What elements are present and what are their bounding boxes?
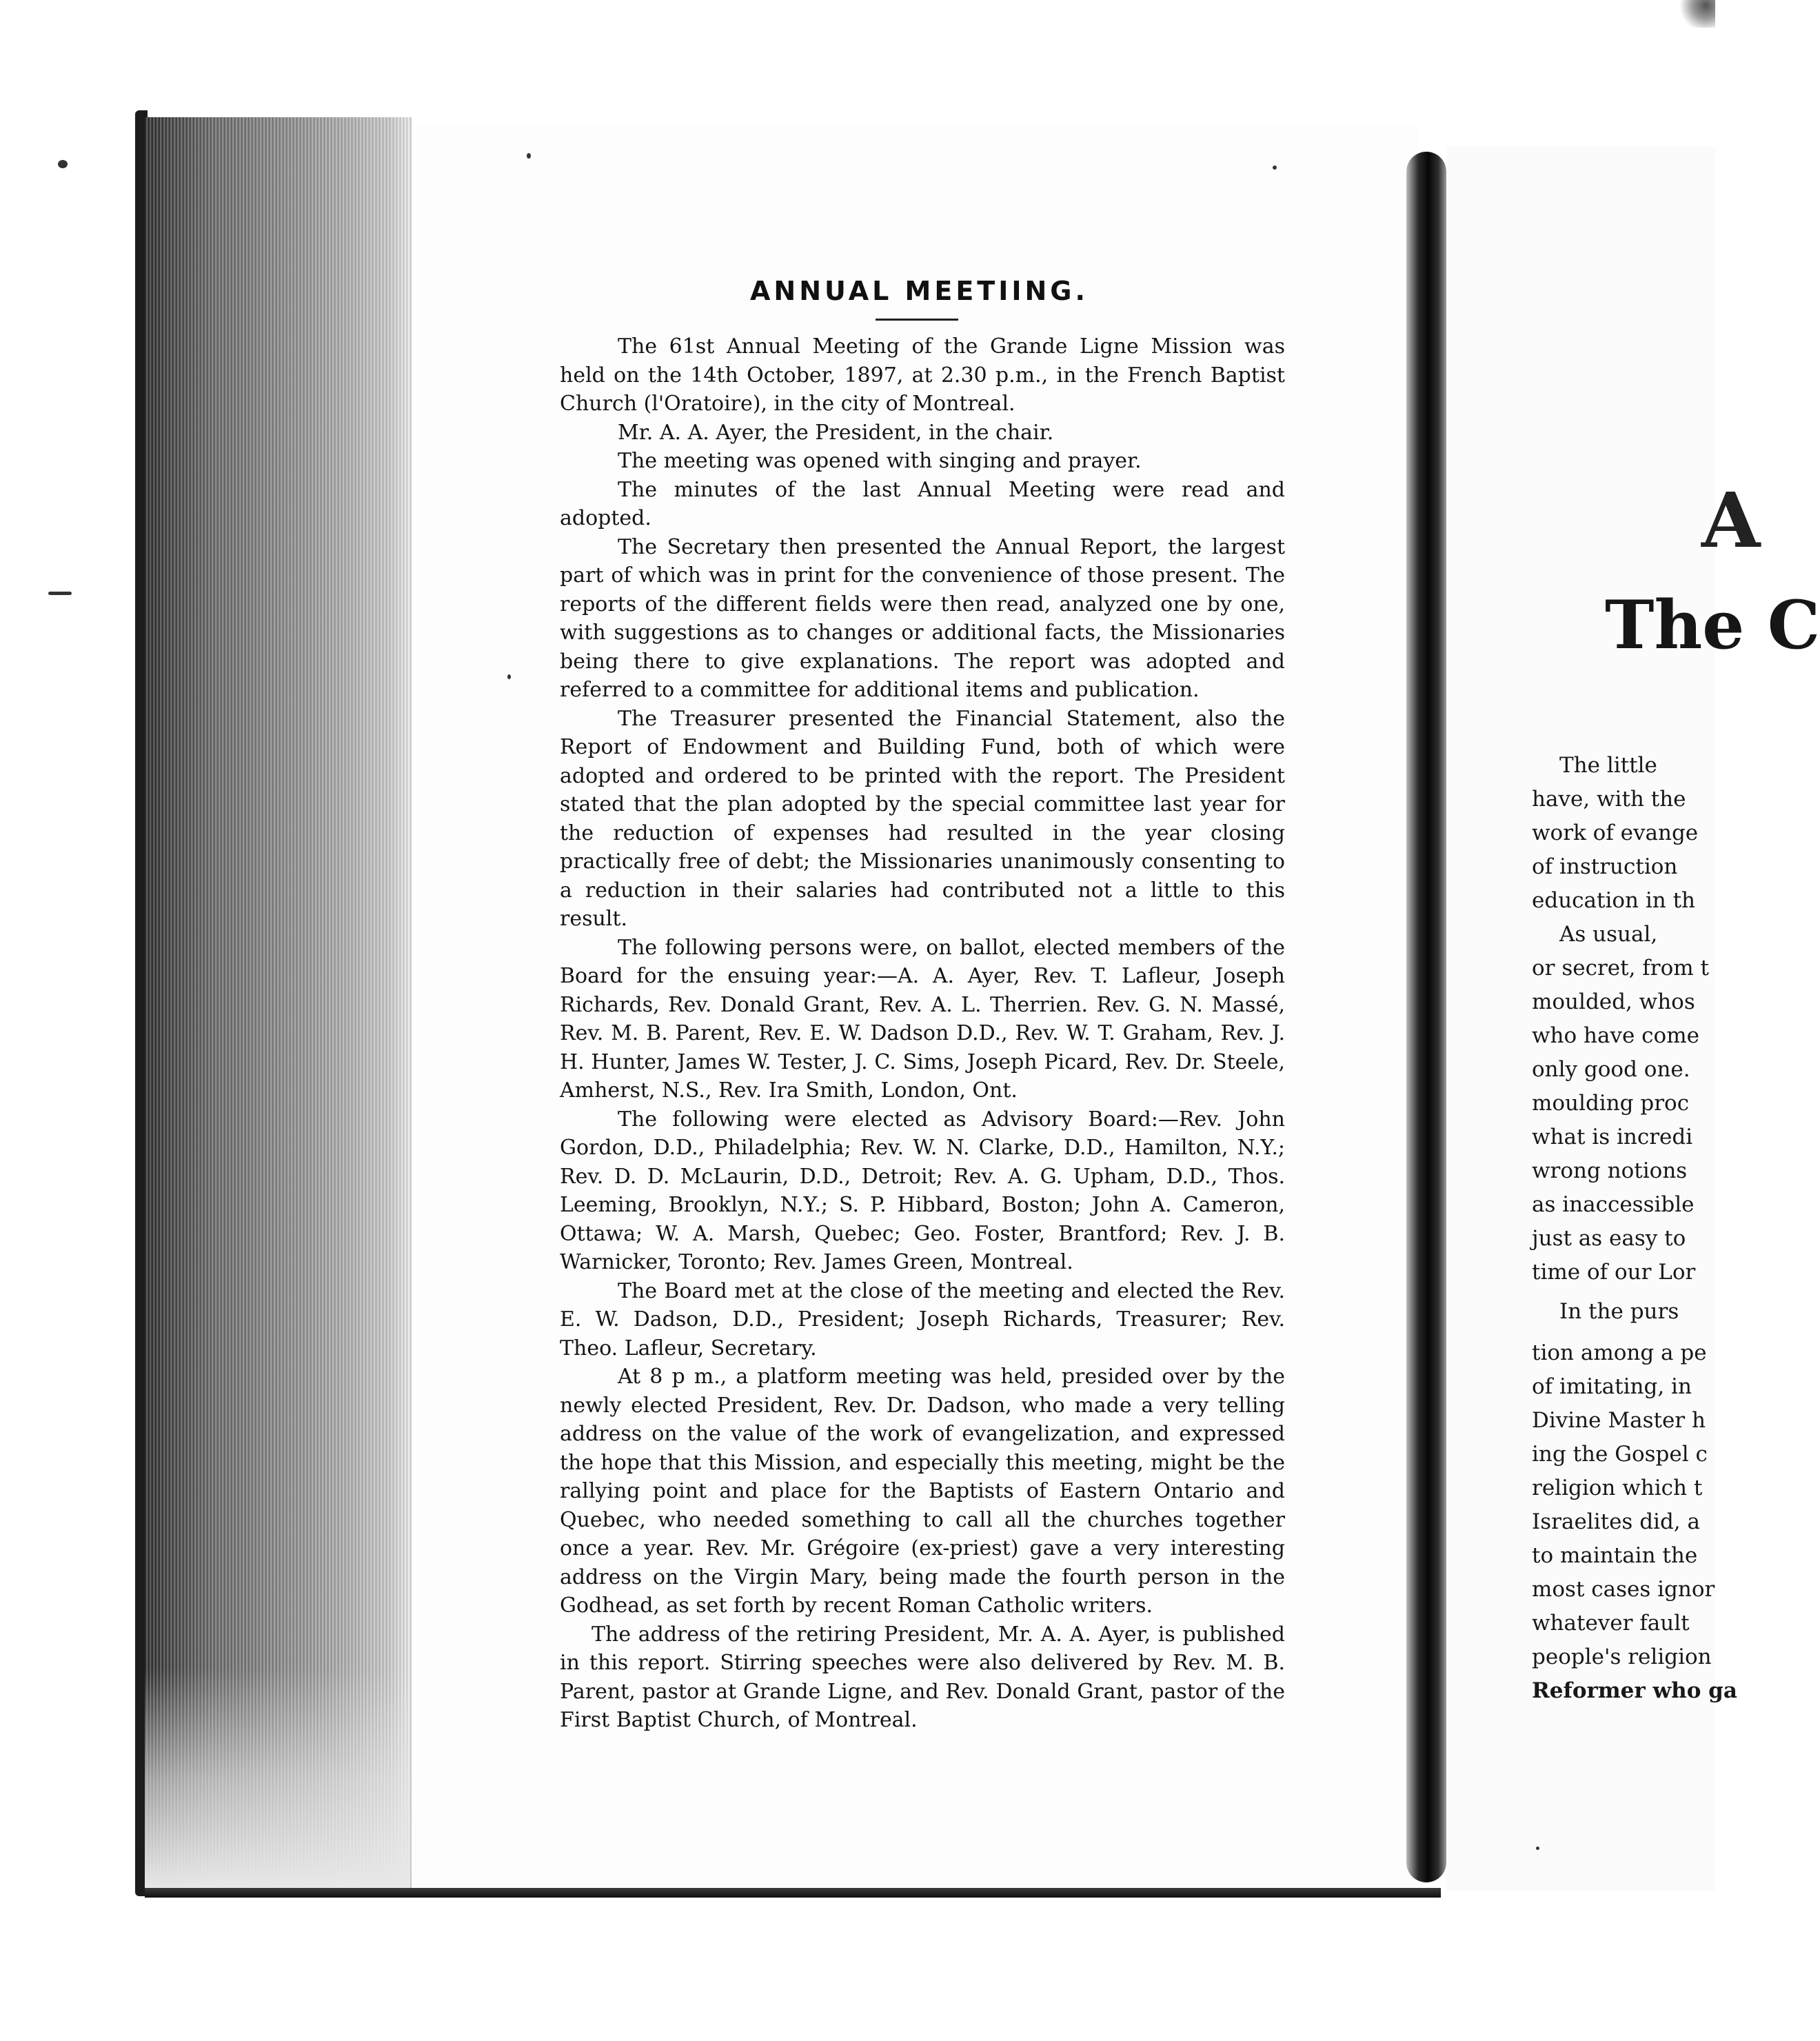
text-line: moulded, whos (1532, 989, 1695, 1014)
right-page-title-fragment: The C (1605, 586, 1820, 664)
heading-rule (876, 319, 958, 321)
paragraph: At 8 p m., a platform meeting was held, presided over by the newly elected President, Rev. Dr. Dadson, who made a very telling address on the value of the work of evangelization, and expressed the hope that this Mission, and especially this meeting, might be the rallying point and place for the Baptists of Eastern Ontario and Quebec, who needed something to call all the churches together once a year. Rev. Mr. Grégoire (ex-priest) gave a very interesting address on the Virgin Mary, being made the fourth person in the Godhead, as set forth by recent Roman Catholic writers. (560, 1365, 1285, 1618)
text-line: education in th (1532, 888, 1696, 913)
text-line: of imitating, in (1532, 1374, 1692, 1399)
text-line: Israelites did, a (1532, 1509, 1700, 1534)
text-line: only good one. (1532, 1057, 1690, 1082)
text-line: work of evange (1532, 821, 1699, 845)
text-line: to maintain the (1532, 1543, 1698, 1568)
paragraph: The following persons were, on ballot, elected members of the Board for the ensuing year:—A. A. Ayer, Rev. T. Lafleur, Joseph Richards, Rev. Donald Grant, Rev. A. L. Therrien. Rev. G. N. Massé, Rev. M. B. Parent, Rev. E. W. Dadson D.D., Rev. W. T. Graham, Rev. J. H. Hunter, James W. Tester, J. C. Sims, Joseph Picard, Rev. Dr. Steele, Amherst, N.S., Rev. Ira Smith, London, Ont. (560, 935, 1285, 1103)
text-line: who have come (1532, 1023, 1699, 1048)
scan-speck (48, 592, 72, 595)
paragraph: The Treasurer presented the Financial Statement, also the Report of Endowment and Building Fund, both of which were adopted and ordered to be printed with the report. The President stated that the plan adopted by the special committee last year for the reduction of expenses had resulted in the year closing practically free of debt; the Missionaries unanimously consenting to a reduction in their salaries had contributed not a little to this result. (560, 706, 1285, 931)
right-page-letter-fragment: A (1701, 476, 1761, 565)
page-heading: ANNUAL MEETIING. (750, 276, 1089, 306)
text-line: have, with the (1532, 787, 1686, 812)
text-line: religion which t (1532, 1476, 1703, 1500)
scan-corner-mark (1668, 0, 1715, 28)
scan-speck (507, 674, 511, 679)
book-bottom-edge (145, 1888, 1441, 1898)
text-line: moulding proc (1532, 1091, 1690, 1116)
text-line: In the purs (1559, 1299, 1679, 1324)
text-line: wrong notions (1532, 1158, 1688, 1183)
text-line: time of our Lor (1532, 1260, 1696, 1285)
article-body (560, 332, 1285, 1735)
text-line: As usual, (1559, 922, 1658, 947)
text-line: whatever fault (1532, 1611, 1690, 1636)
text-line: people's religion (1532, 1645, 1712, 1669)
text-line: Divine Master h (1532, 1408, 1706, 1433)
paragraph: The 61st Annual Meeting of the Grande Ligne Mission was held on the 14th October, 1897, at 2.30 p.m., in the French Baptist Church (l'Oratoire), in the city of Montreal. (560, 334, 1285, 416)
paragraph: The Board met at the close of the meeting and elected the Rev. E. W. Dadson, D.D., President; Joseph Richards, Treasurer; Rev. Theo. Lafleur, Secretary. (560, 1278, 1285, 1360)
text-line: most cases ignor (1532, 1577, 1715, 1602)
scan-speck (58, 160, 68, 168)
text-line: ing the Gospel c (1532, 1442, 1708, 1467)
page-block-edges (145, 117, 412, 1889)
paragraph: The meeting was opened with singing and prayer. (618, 449, 1142, 473)
text-line: or secret, from t (1532, 956, 1709, 981)
text-line: of instruction (1532, 854, 1678, 879)
text-line: The little (1559, 753, 1657, 778)
text-line: what is incredi (1532, 1125, 1693, 1149)
text-line: as inaccessible (1532, 1192, 1695, 1217)
paragraph: The following were elected as Advisory Board:—Rev. John Gordon, D.D., Philadelphia; Rev. W. N. Clarke, D.D., Hamilton, N.Y.; Rev. D. D. McLaurin, D.D., Detroit; Rev. A. G. Upham, D.D., Thos. Leeming, Brooklyn, N.Y.; S. P. Hibbard, Boston; John A. Cameron, Ottawa; W. A. Marsh, Quebec; Geo. Foster, Brantford; Rev. J. B. Warnicker, Toronto; Rev. James Green, Montreal. (560, 1107, 1285, 1274)
book-gutter (1406, 152, 1446, 1882)
paragraph: The minutes of the last Annual Meeting were read and adopted. (560, 477, 1285, 530)
paragraph: The Secretary then presented the Annual Report, the largest part of which was in print for the convenience of those present. The reports of the different fields were then read, analyzed one by one, with suggestions as to changes or additional facts, the Missionaries being there to give explanations. The report was adopted and referred to a committee for additional items and publication. (560, 534, 1285, 702)
scan-speck (527, 153, 531, 159)
paragraph: Mr. A. A. Ayer, the President, in the chair. (618, 420, 1054, 445)
scan-speck (1536, 1847, 1539, 1850)
text-line: Reformer who ga (1532, 1678, 1737, 1703)
paragraph: The address of the retiring President, Mr. A. A. Ayer, is published in this report. Stirring speeches were also delivered by Rev. M. B. Parent, pastor at Grande Ligne, and Rev. Donald Grant, pastor of the First Baptist Church, of Montreal. (560, 1622, 1285, 1732)
scan-speck (1273, 165, 1277, 170)
text-line: tion among a pe (1532, 1340, 1707, 1365)
text-line: just as easy to (1532, 1226, 1686, 1251)
right-page-text (1532, 749, 1737, 1708)
